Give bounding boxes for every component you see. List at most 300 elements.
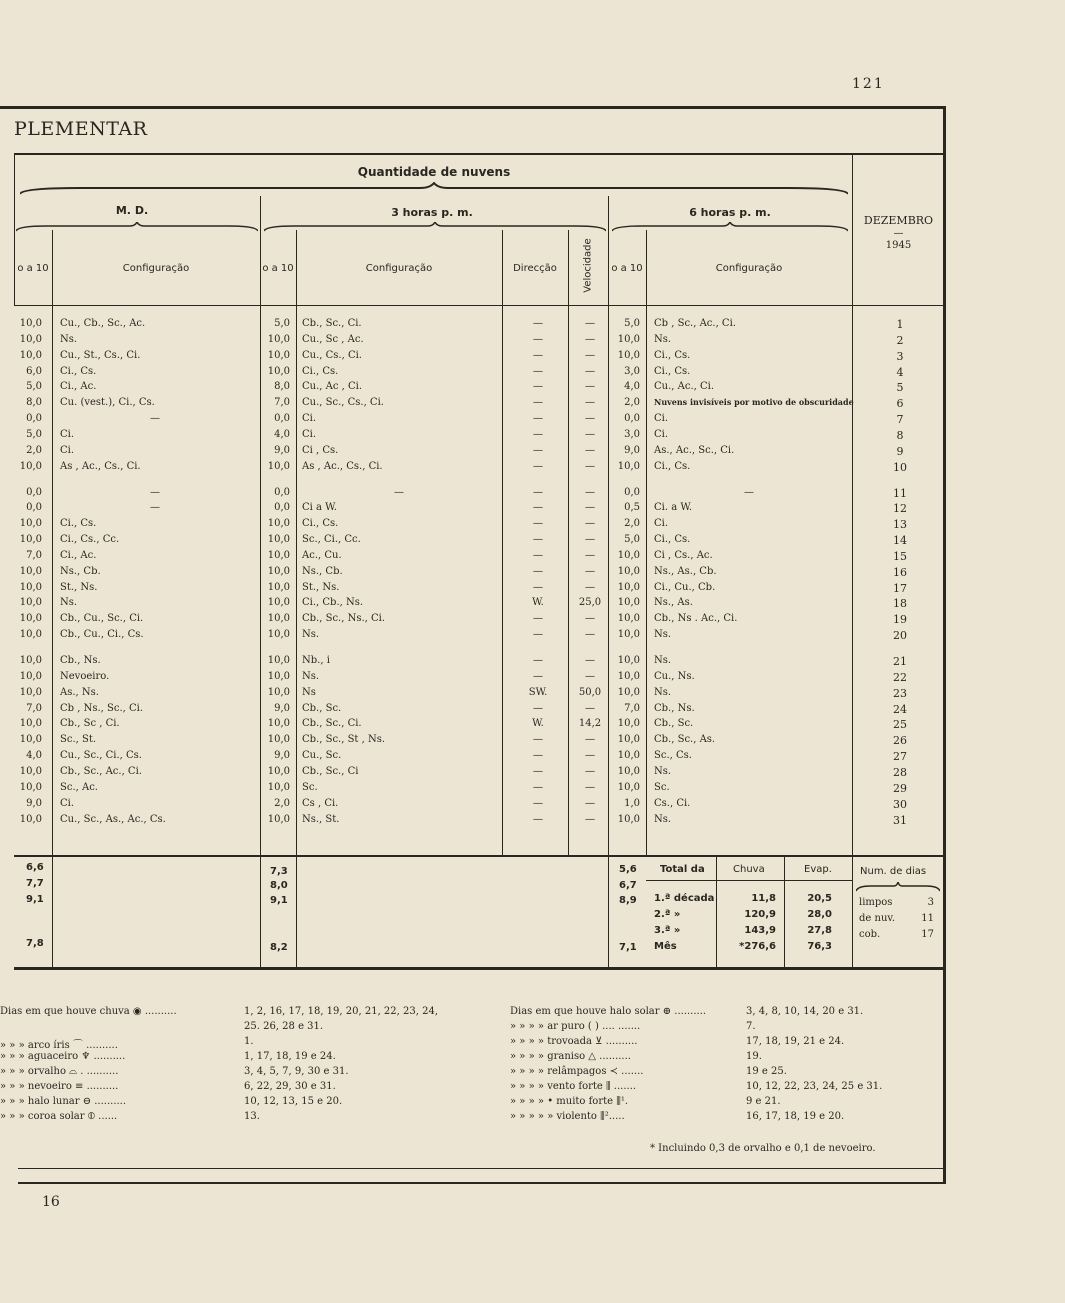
h3-value: 0,0 bbox=[274, 413, 290, 425]
h3-direction: — bbox=[533, 349, 543, 361]
h3-value: 5,0 bbox=[274, 318, 290, 329]
h3-direction: — bbox=[533, 365, 543, 377]
md-value: 10,0 bbox=[19, 597, 42, 609]
h3-velocity: — bbox=[585, 734, 595, 746]
md-value: 10,0 bbox=[19, 318, 42, 329]
h3-velocity: — bbox=[585, 318, 595, 329]
h3-velocity: — bbox=[585, 565, 595, 577]
day-number: 5 bbox=[896, 381, 904, 395]
h3-direction: W. bbox=[532, 718, 544, 730]
dias-value: 11 bbox=[921, 913, 934, 924]
h3-velocity: 14,2 bbox=[578, 718, 602, 730]
footer-value: 1, 2, 16, 17, 18, 19, 20, 21, 22, 23, 24, bbox=[244, 1006, 438, 1017]
h3-value: 9,0 bbox=[274, 702, 290, 714]
h3-direction: — bbox=[533, 750, 543, 762]
day-number: 2 bbox=[896, 333, 904, 347]
footer-value: 3, 4, 8, 10, 14, 20 e 31. bbox=[746, 1006, 864, 1017]
h3-config: Ac., Cu. bbox=[302, 549, 342, 561]
md-value: 8,0 bbox=[26, 397, 42, 409]
md-value: 4,0 bbox=[26, 750, 42, 762]
total-row bbox=[0, 925, 945, 939]
h3-value: 10,0 bbox=[267, 460, 290, 472]
h6-value: 3,0 bbox=[624, 428, 640, 440]
h3-value: 10,0 bbox=[267, 549, 290, 561]
footer-label: » » » » graniso △ .......... bbox=[510, 1051, 631, 1062]
h3-velocity: — bbox=[585, 765, 595, 777]
footer-value: 9 e 21. bbox=[746, 1096, 781, 1107]
footer-label: » » » coroa solar ⦶ ...... bbox=[0, 1111, 118, 1122]
day-number: 1 bbox=[896, 318, 904, 331]
h3-avg-2: 8,0 bbox=[270, 880, 288, 891]
h3-velocity: — bbox=[585, 413, 595, 425]
h3-value: 10,0 bbox=[267, 518, 290, 530]
h6-value: 10,0 bbox=[617, 597, 640, 609]
col-o-a-10: o a 10 bbox=[17, 263, 49, 274]
md-value: 10,0 bbox=[19, 565, 42, 577]
h6-config: Ci., Cs. bbox=[654, 460, 691, 472]
h3-config: Ci , Cs. bbox=[302, 444, 339, 456]
md-value: 5,0 bbox=[26, 428, 42, 440]
h3-direction: — bbox=[533, 670, 543, 682]
h3-config: Ns., Cb. bbox=[302, 565, 343, 577]
dias-value: 17 bbox=[921, 929, 934, 940]
md-avg-1: 6,6 bbox=[26, 862, 44, 873]
h6-config: Ci., Cs. bbox=[654, 349, 691, 361]
md-config: Ns. bbox=[60, 333, 78, 345]
footer-line bbox=[0, 1096, 470, 1111]
table-row bbox=[0, 701, 945, 717]
md-value: 2,0 bbox=[26, 444, 42, 456]
h6-config: Cb , Sc., Ac., Ci. bbox=[654, 318, 736, 329]
md-value: 10,0 bbox=[19, 781, 42, 793]
footer-line bbox=[510, 1111, 930, 1126]
md-value: 10,0 bbox=[19, 581, 42, 593]
md-config: Ci. bbox=[60, 797, 75, 809]
h6-value: 10,0 bbox=[617, 549, 640, 561]
h3-config: — bbox=[394, 486, 404, 498]
md-value: 0,0 bbox=[26, 486, 42, 498]
day-number: 20 bbox=[893, 629, 907, 643]
dias-label: cob. bbox=[859, 929, 881, 940]
table-row bbox=[0, 532, 945, 548]
h6-value: 10,0 bbox=[617, 813, 640, 825]
h6-config: Ns., As., Cb. bbox=[654, 565, 717, 577]
md-config: Cb., Sc., Ac., Ci. bbox=[60, 765, 142, 777]
h3-direction: — bbox=[533, 813, 543, 825]
total-row bbox=[0, 909, 945, 923]
h3-direction: — bbox=[533, 318, 543, 329]
table-row bbox=[0, 411, 945, 427]
h3-value: 10,0 bbox=[267, 686, 290, 698]
table-row bbox=[0, 316, 945, 332]
day-number: 21 bbox=[893, 655, 907, 668]
h6-value: 0,0 bbox=[624, 486, 640, 498]
h3-value: 10,0 bbox=[267, 349, 290, 361]
h6-value: 10,0 bbox=[617, 670, 640, 682]
md-config: Cu., Sc., As., Ac., Cs. bbox=[60, 813, 166, 825]
h3-direction: — bbox=[533, 629, 543, 641]
h3-direction: — bbox=[533, 428, 543, 440]
table-row bbox=[0, 364, 945, 380]
h3-value: 9,0 bbox=[274, 444, 290, 456]
md-config: Ci. bbox=[60, 444, 75, 456]
table-top-rule bbox=[14, 153, 945, 155]
h3-velocity: — bbox=[585, 750, 595, 762]
h3-velocity: — bbox=[585, 797, 595, 809]
footer-value: 10, 12, 13, 15 e 20. bbox=[244, 1096, 343, 1107]
h6-value: 10,0 bbox=[617, 349, 640, 361]
h3-velocity: — bbox=[585, 486, 595, 498]
md-config: Cu., St., Cs., Ci. bbox=[60, 349, 141, 361]
table-row bbox=[0, 627, 945, 643]
h3-direction: — bbox=[533, 655, 543, 666]
day-number: 16 bbox=[893, 565, 907, 579]
h3-value: 0,0 bbox=[274, 486, 290, 498]
h3-avg-4: 8,2 bbox=[270, 942, 288, 953]
h3-velocity: — bbox=[585, 670, 595, 682]
md-config: Ns., Cb. bbox=[60, 565, 101, 577]
h3-config: St., Ns. bbox=[302, 581, 340, 593]
h3-config: Cb., Sc., St , Ns. bbox=[302, 734, 386, 746]
h6-value: 1,0 bbox=[624, 797, 640, 809]
h3-config: Cu., Cs., Ci. bbox=[302, 349, 362, 361]
h3-velocity: — bbox=[585, 349, 595, 361]
h3-direction: — bbox=[533, 549, 543, 561]
h3-value: 10,0 bbox=[267, 365, 290, 377]
month-label: DEZEMBRO bbox=[863, 214, 934, 227]
day-number: 28 bbox=[893, 765, 907, 779]
h3-direction: — bbox=[533, 397, 543, 409]
header-divider bbox=[14, 305, 945, 306]
md-config: Ci., Ac. bbox=[60, 381, 97, 393]
md-config: St., Ns. bbox=[60, 581, 98, 593]
table-row bbox=[0, 564, 945, 580]
total-chuva: *276,6 bbox=[739, 941, 776, 952]
h3-velocity: — bbox=[585, 549, 595, 561]
md-value: 10,0 bbox=[19, 813, 42, 825]
md-value: 5,0 bbox=[26, 381, 42, 393]
h3-direction: — bbox=[533, 413, 543, 425]
h6-config: Cs., Ci. bbox=[654, 797, 691, 809]
h6-config: Nuvens invisíveis por motivo de obscuridade bbox=[654, 397, 854, 408]
h3-velocity: — bbox=[585, 781, 595, 793]
h6-config: Ns. bbox=[654, 813, 672, 825]
h6-config: Ci., Cs. bbox=[654, 365, 691, 377]
day-number: 12 bbox=[893, 502, 907, 516]
total-row bbox=[0, 893, 945, 907]
h6-value: 9,0 bbox=[624, 444, 640, 456]
md-config: Sc., Ac. bbox=[60, 781, 98, 793]
h6-value: 5,0 bbox=[624, 318, 640, 329]
dias-row bbox=[852, 929, 945, 943]
h6-value: 10,0 bbox=[617, 333, 640, 345]
col-config: Configuração bbox=[122, 263, 190, 274]
table-row bbox=[0, 764, 945, 780]
footer-line bbox=[0, 1051, 470, 1066]
footer-value: 1. bbox=[244, 1036, 254, 1047]
md-value: 10,0 bbox=[19, 629, 42, 641]
h3-velocity: — bbox=[585, 460, 595, 472]
h3-value: 10,0 bbox=[267, 734, 290, 746]
total-row bbox=[0, 941, 945, 955]
h6-config: Ci. bbox=[654, 413, 669, 425]
md-config: Cu. (vest.), Ci., Cs. bbox=[60, 397, 155, 409]
day-number: 18 bbox=[893, 597, 907, 611]
md-config: Ci. bbox=[60, 428, 75, 440]
footer-left bbox=[0, 1006, 470, 1126]
h6-config: Sc., Cs. bbox=[654, 750, 692, 762]
h3-velocity: — bbox=[585, 813, 595, 825]
h3-direction: — bbox=[533, 518, 543, 530]
h6-value: 5,0 bbox=[624, 534, 640, 546]
h3-config: Cb., Sc. bbox=[302, 702, 342, 714]
md-config: — bbox=[150, 413, 160, 425]
md-value: 10,0 bbox=[19, 686, 42, 698]
table-row bbox=[0, 379, 945, 395]
md-config: Ci., Ac. bbox=[60, 549, 97, 561]
table-row bbox=[0, 427, 945, 443]
h3-config: Ns bbox=[302, 686, 316, 698]
table-row bbox=[0, 580, 945, 596]
total-row-label: 3.ª » bbox=[654, 925, 681, 936]
md-config: Sc., St. bbox=[60, 734, 97, 746]
h6-value: 10,0 bbox=[617, 581, 640, 593]
bottom-rule bbox=[18, 1168, 945, 1169]
h3-value: 10,0 bbox=[267, 629, 290, 641]
h6-value: 7,0 bbox=[624, 702, 640, 714]
footer-value: 6, 22, 29, 30 e 31. bbox=[244, 1081, 336, 1092]
h6-config: Cb., Ns. bbox=[654, 702, 695, 714]
dias-label: de nuv. bbox=[859, 913, 896, 924]
h6-value: 10,0 bbox=[617, 565, 640, 577]
h6-value: 0,5 bbox=[624, 502, 640, 514]
h6-value: 10,0 bbox=[617, 734, 640, 746]
md-value: 10,0 bbox=[19, 734, 42, 746]
table-row bbox=[0, 780, 945, 796]
h3-velocity: — bbox=[585, 502, 595, 514]
md-config: Ci., Cs. bbox=[60, 365, 97, 377]
md-avg-2: 7,7 bbox=[26, 878, 44, 889]
h3-config: Nb., i bbox=[302, 655, 330, 666]
md-value: 10,0 bbox=[19, 718, 42, 730]
h3-config: As , Ac., Cs., Ci. bbox=[302, 460, 383, 472]
md-config: Cb., Ns. bbox=[60, 655, 101, 666]
h3-value: 10,0 bbox=[267, 655, 290, 666]
footer-label: » » » arco íris ⌒ .......... bbox=[0, 1040, 118, 1051]
footer-value: 10, 12, 22, 23, 24, 25 e 31. bbox=[746, 1081, 883, 1092]
h3-config: Ci., Cs. bbox=[302, 518, 339, 530]
table-row bbox=[0, 653, 945, 669]
h3-direction: — bbox=[533, 460, 543, 472]
h3-velocity: — bbox=[585, 518, 595, 530]
footer-label: » » » » ar puro ( ) .... ....... bbox=[510, 1021, 641, 1032]
md-config: Cb., Cu., Ci., Cs. bbox=[60, 629, 144, 641]
h3-value: 10,0 bbox=[267, 813, 290, 825]
footer-value: 25. 26, 28 e 31. bbox=[244, 1021, 324, 1032]
md-value: 10,0 bbox=[19, 534, 42, 546]
footer-right bbox=[510, 1006, 930, 1126]
day-number: 3 bbox=[896, 349, 904, 363]
h3-brace bbox=[264, 222, 606, 232]
h3-direction: — bbox=[533, 613, 543, 625]
day-number: 15 bbox=[893, 549, 907, 563]
col-config: Configuração bbox=[365, 263, 433, 274]
h6-value: 4,0 bbox=[624, 381, 640, 393]
bottom-page-number: 16 bbox=[42, 1194, 60, 1210]
dias-row bbox=[852, 913, 945, 927]
day-number: 22 bbox=[893, 670, 907, 684]
h3-config: Cb., Sc., Ns., Ci. bbox=[302, 613, 386, 625]
summary-top-rule bbox=[14, 855, 945, 857]
h6-value: 10,0 bbox=[617, 460, 640, 472]
h3-direction: SW. bbox=[528, 686, 548, 698]
h6-value: 10,0 bbox=[617, 629, 640, 641]
h6-brace bbox=[612, 222, 848, 232]
h3-velocity: 25,0 bbox=[578, 597, 602, 609]
h3-direction: — bbox=[533, 333, 543, 345]
h3-value: 10,0 bbox=[267, 581, 290, 593]
h3-value: 10,0 bbox=[267, 534, 290, 546]
md-value: 0,0 bbox=[26, 413, 42, 425]
footer-label: » » » » trovoada ⊻ .......... bbox=[510, 1036, 638, 1047]
h3-avg-3: 9,1 bbox=[270, 895, 288, 906]
total-evap: 20,5 bbox=[807, 893, 832, 904]
h6-config: Ci., Cu., Cb. bbox=[654, 581, 716, 593]
num-dias-brace bbox=[856, 882, 940, 892]
h3-direction: — bbox=[533, 734, 543, 746]
md-config: Cb , Ns., Sc., Ci. bbox=[60, 702, 144, 714]
footer-label: » » » » vento forte ⫼ ....... bbox=[510, 1081, 637, 1092]
footer-line bbox=[510, 1021, 930, 1036]
footer-label: » » » » relâmpagos ≺ ....... bbox=[510, 1066, 644, 1077]
table-row bbox=[0, 548, 945, 564]
h3-velocity: — bbox=[585, 333, 595, 345]
h3-direction: — bbox=[533, 702, 543, 714]
h3-config: Cb., Sc., Ci bbox=[302, 765, 359, 777]
day-number: 24 bbox=[893, 702, 907, 716]
h6-config: Ns. bbox=[654, 655, 672, 666]
h6-config: Ci., Cs. bbox=[654, 534, 691, 546]
chuva-label: Chuva bbox=[733, 864, 765, 875]
footer-label: » » » nevoeiro ≡ .......... bbox=[0, 1081, 119, 1092]
h3-direction: — bbox=[533, 486, 543, 498]
h3-config: Ns. bbox=[302, 670, 320, 682]
h3-config: Ci. bbox=[302, 428, 317, 440]
h3-config: Ns., St. bbox=[302, 813, 340, 825]
total-chuva: 11,8 bbox=[751, 893, 776, 904]
footer-line bbox=[510, 1066, 930, 1081]
md-config: Ns. bbox=[60, 597, 78, 609]
h3-config: Ns. bbox=[302, 629, 320, 641]
h3-config: Sc., Ci., Cc. bbox=[302, 534, 361, 546]
h3-velocity: — bbox=[585, 381, 595, 393]
h3-value: 10,0 bbox=[267, 565, 290, 577]
h3-direction: — bbox=[533, 581, 543, 593]
table-bottom-rule bbox=[14, 967, 945, 970]
md-config: Cb., Cu., Sc., Ci. bbox=[60, 613, 144, 625]
h3-velocity: 50,0 bbox=[578, 686, 602, 698]
h6-config: Cu., Ac., Ci. bbox=[654, 381, 715, 393]
total-divider bbox=[646, 880, 852, 881]
page-number: 121 bbox=[852, 76, 885, 92]
col-config: Configuração bbox=[715, 263, 783, 274]
table-row bbox=[0, 611, 945, 627]
footer-value: 13. bbox=[244, 1111, 260, 1122]
day-number: 31 bbox=[893, 813, 907, 827]
h3-direction: — bbox=[533, 565, 543, 577]
footer-line bbox=[510, 1051, 930, 1066]
h3-value: 10,0 bbox=[267, 333, 290, 345]
h6-config: Ci , Cs., Ac. bbox=[654, 549, 713, 561]
footer-value: 16, 17, 18, 19 e 20. bbox=[746, 1111, 845, 1122]
day-number: 17 bbox=[893, 581, 907, 595]
footer-value: 17, 18, 19, 21 e 24. bbox=[746, 1036, 845, 1047]
h3-config: Cs , Ci. bbox=[302, 797, 339, 809]
h6-config: Ns. bbox=[654, 629, 672, 641]
md-header: M. D. bbox=[115, 204, 149, 217]
dias-label: limpos bbox=[859, 897, 893, 908]
h3-value: 10,0 bbox=[267, 597, 290, 609]
h6-config: Ci. bbox=[654, 428, 669, 440]
h6-config: Cu., Ns. bbox=[654, 670, 695, 682]
h6-config: Ns. bbox=[654, 765, 672, 777]
h6-value: 10,0 bbox=[617, 686, 640, 698]
h6-avg-1: 5,6 bbox=[619, 864, 637, 875]
table-row bbox=[0, 485, 945, 501]
col-line bbox=[14, 155, 15, 305]
h3-config: Cu., Sc , Ac. bbox=[302, 333, 364, 345]
col-velocidade: Velocidade bbox=[582, 238, 594, 293]
table-row bbox=[0, 669, 945, 685]
h3-config: Cb., Sc., Ci. bbox=[302, 718, 362, 730]
h3-config: Ci., Cb., Ns. bbox=[302, 597, 364, 609]
footer-label: » » » » • muito forte ⫼¹. bbox=[510, 1096, 629, 1107]
h3-value: 8,0 bbox=[274, 381, 290, 393]
day-number: 30 bbox=[893, 797, 907, 811]
day-number: 6 bbox=[896, 397, 904, 411]
footer-line bbox=[0, 1111, 470, 1126]
md-value: 10,0 bbox=[19, 460, 42, 472]
footer-label: » » » halo lunar ⊖ .......... bbox=[0, 1096, 127, 1107]
h3-value: 7,0 bbox=[274, 397, 290, 409]
footer-label: » » » » » violento ⫼²..... bbox=[510, 1111, 625, 1122]
h3-direction: — bbox=[533, 534, 543, 546]
table-row bbox=[0, 595, 945, 611]
day-number: 23 bbox=[893, 686, 907, 700]
h6-config: Ci. a W. bbox=[654, 502, 693, 514]
h3-value: 10,0 bbox=[267, 718, 290, 730]
total-row-label: 1.ª década bbox=[654, 893, 715, 904]
h3-config: Ci., Cs. bbox=[302, 365, 339, 377]
md-config: As., Ns. bbox=[60, 686, 99, 698]
h6-value: 3,0 bbox=[624, 365, 640, 377]
md-config: Nevoeiro. bbox=[60, 670, 110, 682]
h3-velocity: — bbox=[585, 428, 595, 440]
footer-label: Dias em que houve chuva ◉ .......... bbox=[0, 1006, 177, 1017]
footer-line bbox=[510, 1036, 930, 1051]
h3-value: 10,0 bbox=[267, 781, 290, 793]
table-row bbox=[0, 812, 945, 828]
h3-direction: — bbox=[533, 765, 543, 777]
col-direccao: Direcção bbox=[513, 263, 557, 274]
md-avg-3: 9,1 bbox=[26, 894, 44, 905]
table-row bbox=[0, 348, 945, 364]
footer-line bbox=[0, 1021, 470, 1036]
h3-direction: — bbox=[533, 797, 543, 809]
col-o-a-10: o a 10 bbox=[611, 263, 643, 274]
h6-config: Cb., Ns . Ac., Ci. bbox=[654, 613, 738, 625]
md-value: 9,0 bbox=[26, 797, 42, 809]
